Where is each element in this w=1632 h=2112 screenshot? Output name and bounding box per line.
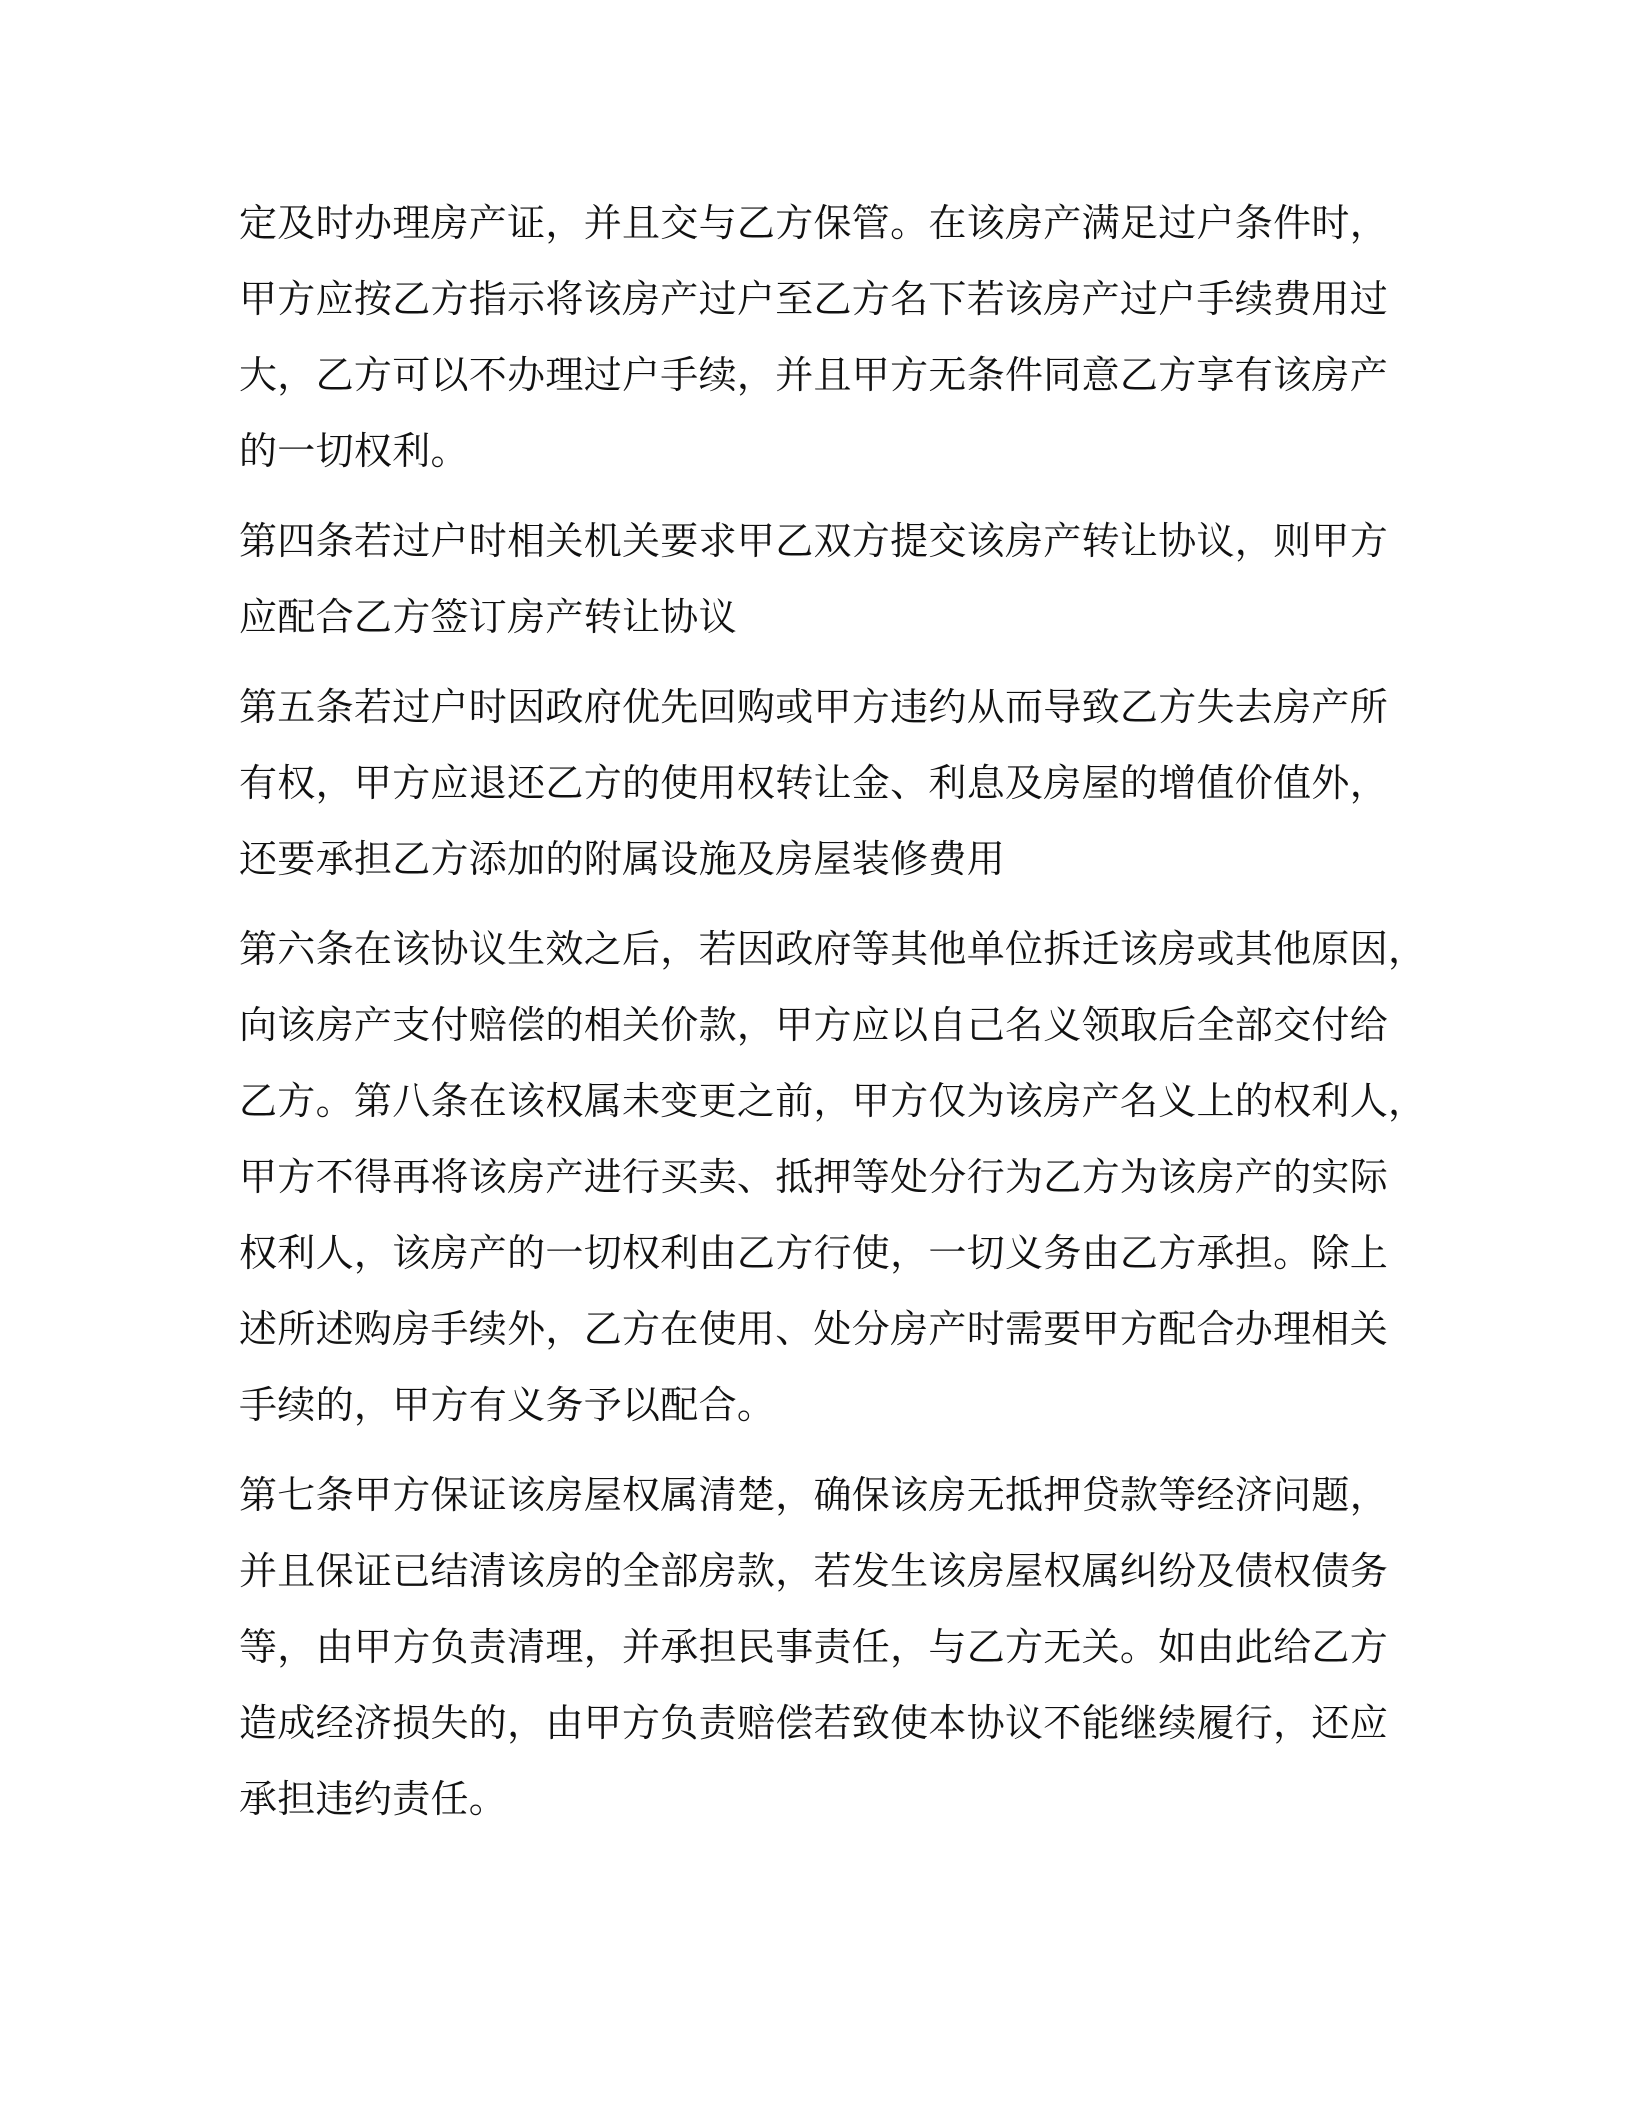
paragraph-article-7	[239, 1457, 1389, 1837]
text-line: 第五条若过户时因政府优先回购或甲方违约从而导致乙方失去房产所	[239, 685, 1389, 729]
text-line: 甲方不得再将该房产进行买卖、抵押等处分行为乙方为该房产的实际	[239, 1155, 1389, 1199]
paragraph-article-5	[239, 669, 1389, 897]
text-line: 第四条若过户时相关机关要求甲乙双方提交该房产转让协议，则甲方	[239, 519, 1389, 563]
text-line: 定及时办理房产证，并且交与乙方保管。在该房产满足过户条件时，	[239, 201, 1389, 245]
text-line: 并且保证已结清该房的全部房款，若发生该房屋权属纠纷及债权债务	[239, 1549, 1389, 1593]
text-line: 有权，甲方应退还乙方的使用权转让金、利息及房屋的增值价值外，	[239, 761, 1389, 805]
text-line: 向该房产支付赔偿的相关价款，甲方应以自己名义领取后全部交付给	[239, 1003, 1389, 1047]
text-line: 造成经济损失的，由甲方负责赔偿若致使本协议不能继续履行，还应	[239, 1701, 1389, 1745]
text-line: 述所述购房手续外，乙方在使用、处分房产时需要甲方配合办理相关	[239, 1307, 1389, 1351]
text-line: 的一切权利。	[239, 429, 469, 473]
text-line: 第七条甲方保证该房屋权属清楚，确保该房无抵押贷款等经济问题，	[239, 1473, 1389, 1517]
text-line: 还要承担乙方添加的附属设施及房屋装修费用	[239, 837, 1006, 881]
document-body	[239, 185, 1427, 1837]
text-line: 权利人，该房产的一切权利由乙方行使，一切义务由乙方承担。除上	[239, 1231, 1389, 1275]
text-line: 应配合乙方签订房产转让协议	[239, 595, 737, 639]
text-line: 甲方应按乙方指示将该房产过户至乙方名下若该房产过户手续费用过	[239, 277, 1389, 321]
paragraph-article-4	[239, 503, 1389, 655]
text-line: 第六条在该协议生效之后，若因政府等其他单位拆迁该房或其他原因，	[239, 927, 1427, 971]
text-line: 承担违约责任。	[239, 1777, 508, 1821]
text-line: 大，乙方可以不办理过户手续，并且甲方无条件同意乙方享有该房产	[239, 353, 1389, 397]
paragraph-article-6	[239, 911, 1427, 1443]
text-line: 手续的，甲方有义务予以配合。	[239, 1383, 776, 1427]
paragraph-article-3-continued	[239, 185, 1389, 489]
text-line: 乙方。第八条在该权属未变更之前，甲方仅为该房产名义上的权利人，	[239, 1079, 1427, 1123]
text-line: 等，由甲方负责清理，并承担民事责任，与乙方无关。如由此给乙方	[239, 1625, 1389, 1669]
